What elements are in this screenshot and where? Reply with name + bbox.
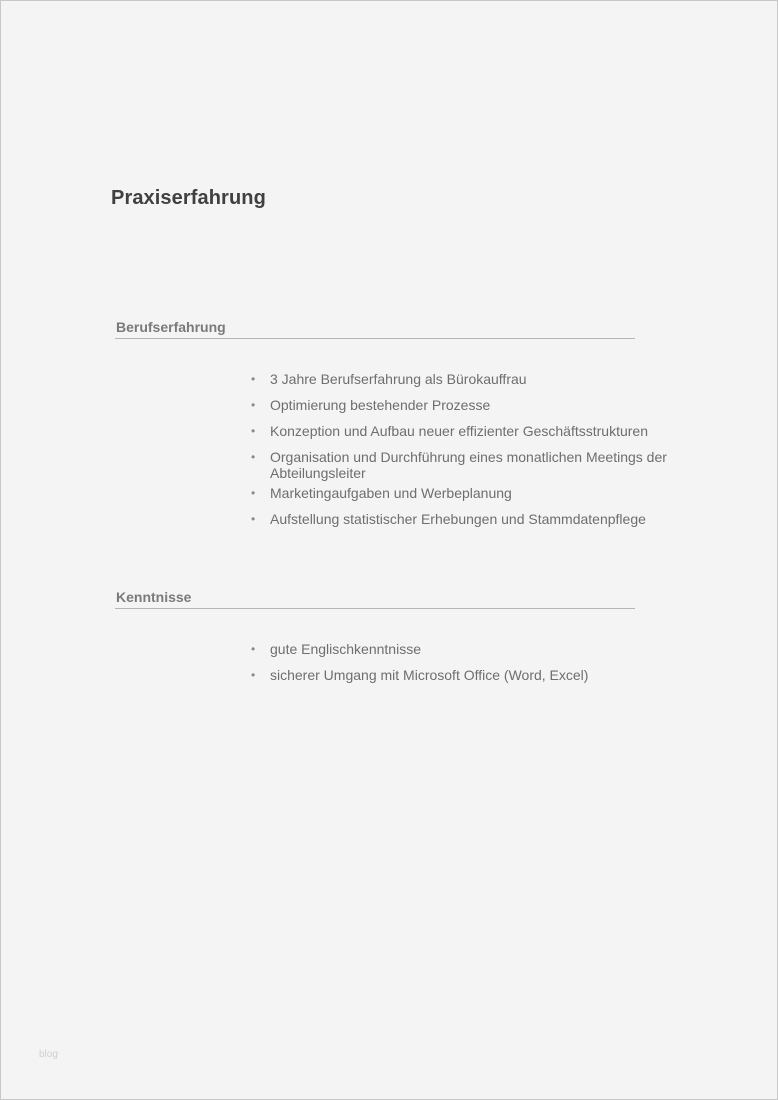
page-title: Praxiserfahrung xyxy=(111,187,266,209)
list-item: • Organisation und Durchführung eines monatlichen Meetings der Abteilungsleiter xyxy=(251,449,671,481)
list-item: • Aufstellung statistischer Erhebungen und Stammdatenpflege xyxy=(251,511,671,527)
list-item: • gute Englischkenntnisse xyxy=(251,641,671,657)
berufserfahrung-list xyxy=(251,371,671,537)
list-item: • Optimierung bestehender Prozesse xyxy=(251,397,671,413)
section-divider-berufserfahrung xyxy=(115,338,635,339)
section-divider-kenntnisse xyxy=(115,608,635,609)
list-item: • Marketingaufgaben und Werbeplanung xyxy=(251,485,671,501)
watermark: blog xyxy=(39,1049,58,1060)
list-item: • sicherer Umgang mit Microsoft Office (Word, Excel) xyxy=(251,667,671,683)
list-item: • Konzeption und Aufbau neuer effizienter Geschäftsstrukturen xyxy=(251,423,671,439)
section-heading-kenntnisse: Kenntnisse xyxy=(116,589,192,605)
list-item: • 3 Jahre Berufserfahrung als Bürokauffrau xyxy=(251,371,671,387)
section-heading-berufserfahrung: Berufserfahrung xyxy=(116,319,226,335)
kenntnisse-list xyxy=(251,641,671,693)
